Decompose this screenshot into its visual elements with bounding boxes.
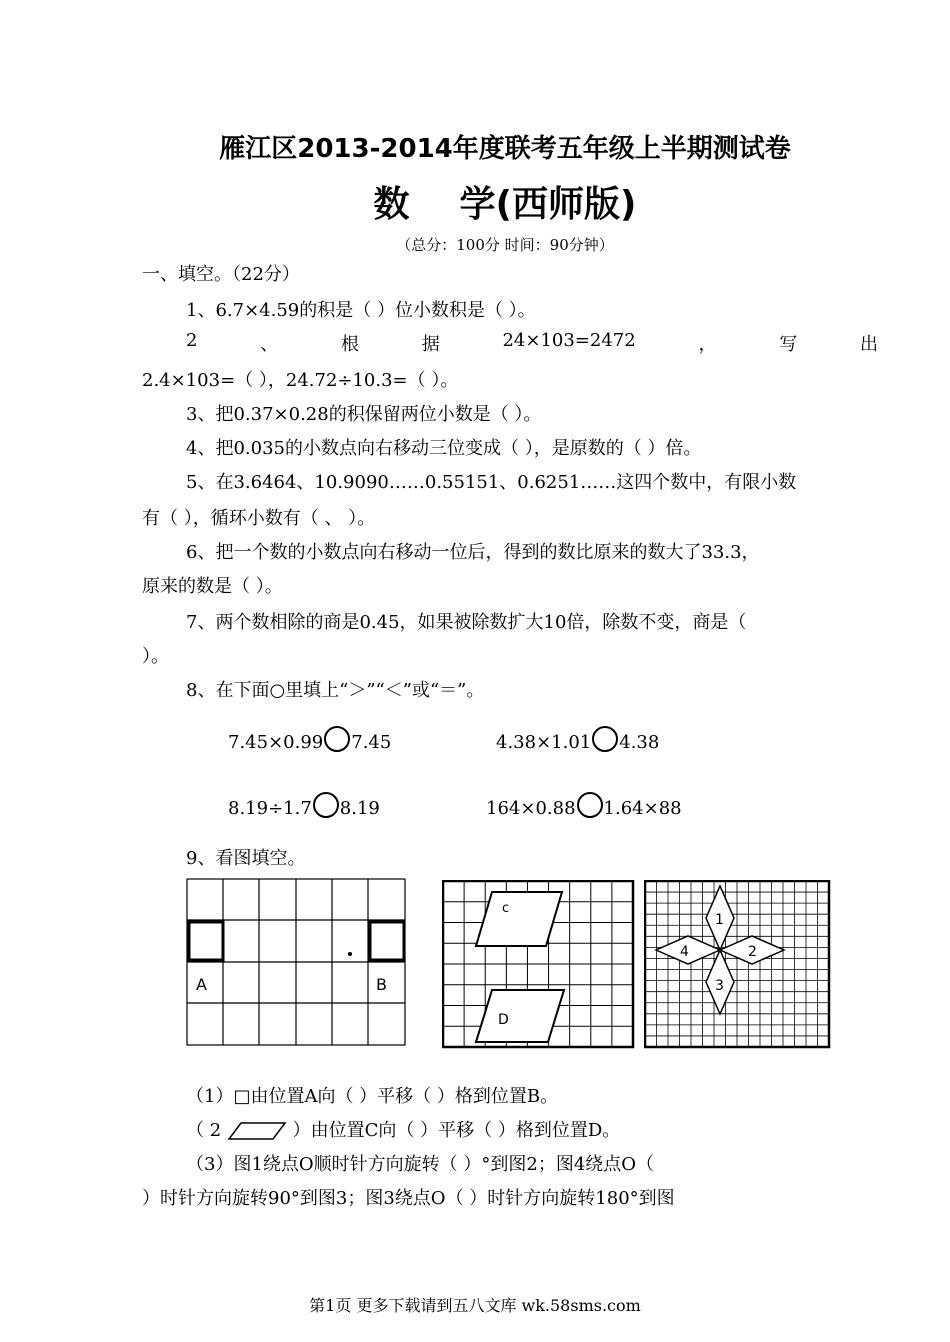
answer-circle[interactable] xyxy=(592,726,618,752)
square-b xyxy=(370,922,404,960)
q2-word: 写 xyxy=(779,334,798,355)
compare-right: 7.45 xyxy=(351,732,392,753)
compare-left: 164×0.88 xyxy=(486,798,576,819)
label-b: B xyxy=(376,975,387,994)
question-4: 4、把0.035的小数点向右移动三位变成（ ），是原数的（ ）倍。 xyxy=(186,438,702,459)
compare-item xyxy=(228,796,380,822)
figure-grid-cd xyxy=(442,880,636,1050)
subject-char-a: 数 xyxy=(373,184,410,225)
figure-grid-ab xyxy=(186,878,408,1048)
question-7-line2: ）。 xyxy=(142,646,169,667)
question-9-3-line2: ）时针方向旋转90°到图3；图3绕点O（ ）时针方向旋转180°到图 xyxy=(142,1188,675,1209)
label-3: 3 xyxy=(715,978,724,994)
question-6-line1: 6、把一个数的小数点向右移动一位后，得到的数比原来的数大了33.3， xyxy=(186,542,760,563)
score-time-line: （总分：100分 时间：90分钟） xyxy=(396,236,614,254)
answer-circle[interactable] xyxy=(324,726,350,752)
label-4: 4 xyxy=(680,944,689,960)
compare-left: 4.38×1.01 xyxy=(496,732,592,753)
compare-right: 4.38 xyxy=(619,732,660,753)
q2-word: 据 xyxy=(421,334,440,355)
point-o xyxy=(718,948,723,953)
question-9-2 xyxy=(186,1116,620,1142)
q9-2-text: ）由位置C向（ ）平移（ ）格到位置D。 xyxy=(292,1120,621,1141)
label-2: 2 xyxy=(748,944,757,960)
answer-circle[interactable] xyxy=(313,792,339,818)
question-6-line2: 原来的数是（ ）。 xyxy=(142,576,283,597)
question-5-line1: 5、在3.6464、10.9090……0.55151、0.6251……这四个数中，有限小数 xyxy=(186,472,797,493)
question-9: 9、看图填空。 xyxy=(186,848,306,869)
figure-grid-rotation xyxy=(644,880,832,1050)
compare-left: 7.45×0.99 xyxy=(228,732,324,753)
label-a: A xyxy=(196,975,207,994)
compare-item xyxy=(486,796,682,822)
label-1: 1 xyxy=(715,912,724,928)
question-3: 3、把0.37×0.28的积保留两位小数是（ ）。 xyxy=(186,404,542,425)
compare-right: 8.19 xyxy=(339,798,380,819)
question-2-line1 xyxy=(186,330,878,356)
question-9-3-line1: （3）图1绕点O顺时针方向旋转（ ）°到图2；图4绕点O（ xyxy=(186,1154,655,1175)
question-1: 1、6.7×4.59的积是（ ）位小数积是（ ）。 xyxy=(186,300,536,321)
q2-word: 出 xyxy=(859,334,878,355)
question-5-line2: 有（ ），循环小数有（ 、 ）。 xyxy=(142,508,376,529)
q2-word: ， xyxy=(698,334,717,355)
compare-item xyxy=(496,730,659,756)
question-8: 8、在下面○里填上“＞”“＜”或“＝”。 xyxy=(186,680,485,701)
label-c: c xyxy=(502,901,510,916)
page-title: 雁江区2013-2014年度联考五年级上半期测试卷 xyxy=(219,134,791,164)
answer-circle[interactable] xyxy=(577,792,603,818)
question-7-line1: 7、两个数相除的商是0.45，如果被除数扩大10倍，除数不变，商是（ xyxy=(186,612,747,633)
question-2-line2: 2.4×103=（ ），24.72÷10.3=（ ）。 xyxy=(142,370,459,391)
q2-word: 2 xyxy=(186,330,198,351)
page-footer: 第1页 更多下载请到五八文库 wk.58sms.com xyxy=(309,1296,641,1315)
question-9-1: （1）□由位置A向（ ）平移（ ）格到位置B。 xyxy=(186,1086,559,1107)
parallelogram-c xyxy=(476,892,562,946)
q2-word: 24×103=2472 xyxy=(502,330,636,351)
q9-2-prefix: （ 2 xyxy=(186,1120,222,1141)
compare-item xyxy=(228,730,391,756)
parallelogram-icon xyxy=(227,1121,287,1141)
compare-left: 8.19÷1.7 xyxy=(228,798,312,819)
parallelogram-d xyxy=(476,990,564,1042)
compare-right: 1.64×88 xyxy=(603,798,682,819)
q2-word: 根 xyxy=(340,334,359,355)
section-heading: 一、填空。（22分） xyxy=(142,264,300,285)
subject-title xyxy=(0,176,950,227)
subject-char-b: 学(西师版) xyxy=(459,184,637,225)
q2-word: 、 xyxy=(260,334,279,355)
label-d: D xyxy=(498,1012,509,1028)
square-a xyxy=(189,922,223,960)
dot-mark xyxy=(348,952,352,956)
